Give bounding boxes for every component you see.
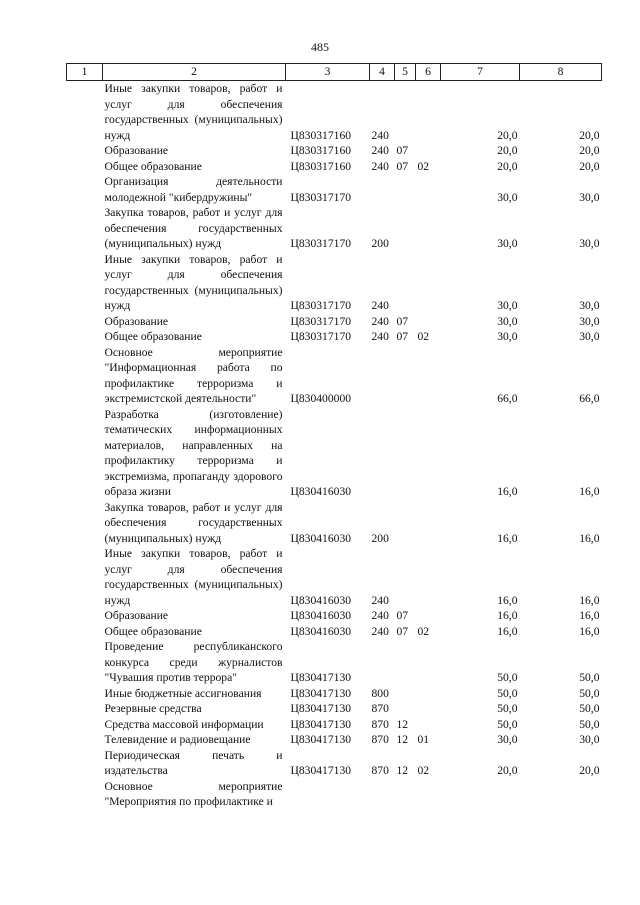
item-name-cell: Общее образование — [104, 330, 202, 343]
amount-col7-cell: 16,0 — [497, 609, 518, 622]
section-cell: 07 — [396, 624, 409, 638]
row-number-cell — [67, 407, 103, 500]
amount-col8-cell: 16,0 — [579, 624, 600, 638]
page-number: 485 — [311, 40, 329, 54]
target-code-cell: Ц830417130 — [290, 702, 352, 715]
column-header-2: 2 — [103, 64, 286, 81]
item-name-cell: Иные закупки товаров, работ и услуг для обеспечения государственных (муниципальных) нужд — [104, 547, 283, 607]
target-code-cell: Ц830417130 — [290, 733, 352, 746]
item-name-cell: Проведение республиканского конкурса среди журналистов "Чувашия против террора" — [104, 640, 283, 684]
target-code-cell: Ц830317170 — [290, 314, 352, 328]
subsection-cell — [416, 701, 441, 717]
target-code-cell: Ц830317170 — [290, 190, 352, 204]
expense-type-cell — [370, 345, 395, 407]
table-row — [67, 205, 602, 252]
section-cell — [395, 81, 416, 144]
item-name-cell: Средства массовой информации — [104, 717, 264, 731]
row-number-cell — [67, 81, 103, 144]
section-cell: 07 — [396, 144, 409, 157]
item-name-cell: Иные бюджетные ассигнования — [104, 686, 262, 700]
expense-type-cell — [370, 639, 395, 686]
expense-type-cell: 240 — [371, 593, 389, 607]
subsection-cell — [416, 407, 441, 500]
section-cell — [395, 500, 416, 547]
amount-col7-cell: 30,0 — [497, 314, 518, 328]
subsection-cell — [416, 205, 441, 252]
section-cell — [395, 252, 416, 314]
target-code-cell: Ц830317160 — [290, 128, 352, 142]
section-cell — [395, 701, 416, 717]
target-code-cell: Ц830417130 — [290, 764, 352, 777]
amount-col7-cell: 30,0 — [497, 733, 518, 746]
amount-col7-cell — [441, 779, 520, 810]
section-cell — [395, 639, 416, 686]
column-header-4: 4 — [370, 64, 395, 81]
item-name-cell: Организация деятельности молодежной "кибердружины" — [104, 175, 283, 204]
section-cell — [395, 345, 416, 407]
column-header-8: 8 — [520, 64, 602, 81]
amount-col7-cell: 50,0 — [497, 702, 518, 715]
table-row — [67, 81, 602, 144]
table-row — [67, 174, 602, 205]
amount-col7-cell: 50,0 — [497, 671, 518, 684]
row-number-cell — [67, 345, 103, 407]
subsection-cell: 01 — [417, 733, 430, 746]
table-row — [67, 546, 602, 608]
section-cell — [395, 546, 416, 608]
row-number-cell — [67, 686, 103, 702]
item-name-cell: Общее образование — [104, 624, 202, 638]
target-code-cell: Ц830317170 — [290, 237, 352, 250]
expense-type-cell: 200 — [371, 237, 389, 250]
subsection-cell — [416, 174, 441, 205]
section-cell: 12 — [396, 733, 409, 746]
row-number-cell — [67, 701, 103, 717]
target-code-cell: Ц830416030 — [290, 531, 352, 545]
section-cell — [395, 779, 416, 810]
expense-type-cell: 870 — [371, 702, 389, 715]
section-cell — [395, 174, 416, 205]
subsection-cell — [416, 252, 441, 314]
budget-table — [66, 63, 602, 810]
expense-type-cell: 240 — [371, 330, 389, 343]
target-code-cell: Ц830317170 — [290, 299, 352, 312]
item-name-cell: Образование — [104, 144, 169, 157]
column-header-3: 3 — [286, 64, 370, 81]
row-number-cell — [67, 639, 103, 686]
section-cell: 07 — [396, 609, 409, 622]
row-number-cell — [67, 500, 103, 547]
row-number-cell — [67, 546, 103, 608]
amount-col7-cell: 30,0 — [497, 299, 518, 312]
column-header-5: 5 — [395, 64, 416, 81]
amount-col8-cell: 50,0 — [579, 702, 600, 715]
expense-type-cell: 240 — [371, 314, 389, 328]
table-row — [67, 748, 602, 779]
subsection-cell — [416, 81, 441, 144]
table-row — [67, 717, 602, 733]
subsection-cell: 02 — [417, 624, 430, 638]
expense-type-cell: 240 — [371, 144, 389, 157]
expense-type-cell — [370, 779, 395, 810]
table-row — [67, 701, 602, 717]
item-name-cell: Образование — [104, 609, 169, 622]
amount-col8-cell: 20,0 — [579, 144, 600, 157]
target-code-cell: Ц830317170 — [290, 330, 352, 343]
amount-col8-cell: 30,0 — [579, 330, 600, 343]
amount-col8-cell: 50,0 — [579, 717, 600, 731]
table-body — [67, 81, 602, 810]
row-number-cell — [67, 732, 103, 748]
subsection-cell — [416, 639, 441, 686]
target-code-cell — [286, 779, 370, 810]
table-row — [67, 624, 602, 640]
target-code-cell: Ц830317160 — [290, 159, 352, 173]
amount-col8-cell: 50,0 — [579, 671, 600, 684]
amount-col8-cell: 30,0 — [579, 299, 600, 312]
item-name-cell: Общее образование — [104, 159, 202, 173]
amount-col8-cell: 30,0 — [579, 190, 600, 204]
expense-type-cell: 200 — [371, 531, 389, 545]
table-row — [67, 608, 602, 624]
amount-col8-cell: 30,0 — [579, 314, 600, 328]
amount-col7-cell: 66,0 — [497, 392, 518, 405]
amount-col8-cell: 50,0 — [579, 686, 600, 700]
table-row — [67, 345, 602, 407]
target-code-cell: Ц830416030 — [290, 624, 352, 638]
amount-col8-cell: 16,0 — [579, 609, 600, 622]
item-name-cell: Иные закупки товаров, работ и услуг для обеспечения государственных (муниципальных) нужд — [104, 252, 283, 312]
subsection-cell — [416, 143, 441, 159]
target-code-cell: Ц830417130 — [290, 686, 352, 700]
item-name-cell: Закупка товаров, работ и услуг для обеспечения государственных (муниципальных) нужд — [104, 500, 283, 545]
item-name-cell: Образование — [104, 314, 169, 328]
amount-col8-cell — [520, 779, 602, 810]
table-row — [67, 732, 602, 748]
amount-col8-cell: 66,0 — [579, 392, 600, 405]
table-row — [67, 779, 602, 810]
item-name-cell: Основное мероприятие "Информационная работа по профилактике терроризма и экстремистской деятельности" — [104, 345, 283, 405]
table-row — [67, 252, 602, 314]
item-name-cell: Резервные средства — [104, 702, 202, 715]
item-name-cell: Основное мероприятие "Мероприятия по профилактике и — [104, 779, 283, 808]
row-number-cell — [67, 143, 103, 159]
amount-col7-cell: 30,0 — [497, 330, 518, 343]
target-code-cell: Ц830400000 — [290, 392, 352, 405]
item-name-cell: Телевидение и радиовещание — [104, 733, 251, 746]
amount-col8-cell: 20,0 — [579, 764, 600, 777]
target-code-cell: Ц830416030 — [290, 593, 352, 607]
amount-col7-cell: 50,0 — [497, 717, 518, 731]
amount-col7-cell: 16,0 — [497, 593, 518, 607]
subsection-cell — [416, 345, 441, 407]
amount-col7-cell: 30,0 — [497, 237, 518, 250]
column-header-1: 1 — [67, 64, 103, 81]
expense-type-cell: 240 — [371, 299, 389, 312]
amount-col7-cell: 16,0 — [497, 485, 518, 498]
section-cell: 07 — [396, 314, 409, 328]
table-row — [67, 143, 602, 159]
amount-col7-cell: 20,0 — [497, 128, 518, 142]
expense-type-cell: 870 — [371, 717, 389, 731]
column-header-6: 6 — [416, 64, 441, 81]
row-number-cell — [67, 205, 103, 252]
amount-col7-cell: 16,0 — [497, 531, 518, 545]
subsection-cell: 02 — [417, 159, 430, 173]
amount-col8-cell: 30,0 — [579, 733, 600, 746]
table-row — [67, 500, 602, 547]
amount-col8-cell: 16,0 — [579, 593, 600, 607]
table-row — [67, 407, 602, 500]
expense-type-cell: 240 — [371, 159, 389, 173]
row-number-cell — [67, 174, 103, 205]
amount-col8-cell: 20,0 — [579, 128, 600, 142]
row-number-cell — [67, 608, 103, 624]
item-name-cell: Разработка (изготовление) тематических информационных материалов, направленных на профилактику терроризма и экстремизма, пропаганду здорового образа жизни — [104, 407, 283, 498]
section-cell: 12 — [396, 764, 409, 777]
expense-type-cell: 870 — [371, 764, 389, 777]
expense-type-cell: 240 — [371, 128, 389, 142]
amount-col7-cell: 16,0 — [497, 624, 518, 638]
target-code-cell: Ц830417130 — [290, 717, 352, 731]
subsection-cell — [416, 717, 441, 733]
row-number-cell — [67, 329, 103, 345]
subsection-cell — [416, 686, 441, 702]
row-number-cell — [67, 717, 103, 733]
row-number-cell — [67, 159, 103, 175]
section-cell — [395, 686, 416, 702]
row-number-cell — [67, 314, 103, 330]
row-number-cell — [67, 252, 103, 314]
subsection-cell — [416, 779, 441, 810]
item-name-cell: Периодическая печать и издательства — [104, 748, 283, 777]
amount-col7-cell: 20,0 — [497, 764, 518, 777]
table-row — [67, 314, 602, 330]
amount-col8-cell: 20,0 — [579, 159, 600, 173]
expense-type-cell: 870 — [371, 733, 389, 746]
section-cell: 12 — [396, 717, 409, 731]
header-row — [67, 64, 602, 81]
target-code-cell: Ц830417130 — [290, 671, 352, 684]
expense-type-cell: 240 — [371, 624, 389, 638]
subsection-cell — [416, 500, 441, 547]
section-cell — [395, 205, 416, 252]
subsection-cell — [416, 608, 441, 624]
table-row — [67, 159, 602, 175]
item-name-cell: Закупка товаров, работ и услуг для обеспечения государственных (муниципальных) нужд — [104, 206, 283, 250]
expense-type-cell: 240 — [371, 609, 389, 622]
subsection-cell — [416, 546, 441, 608]
expense-type-cell — [370, 174, 395, 205]
section-cell: 07 — [396, 159, 409, 173]
table-row — [67, 329, 602, 345]
row-number-cell — [67, 624, 103, 640]
amount-col7-cell: 50,0 — [497, 686, 518, 700]
section-cell: 07 — [396, 330, 409, 343]
expense-type-cell: 800 — [371, 686, 389, 700]
amount-col8-cell: 16,0 — [579, 485, 600, 498]
amount-col8-cell: 16,0 — [579, 531, 600, 545]
subsection-cell — [416, 314, 441, 330]
target-code-cell: Ц830317160 — [290, 144, 352, 157]
table-row — [67, 639, 602, 686]
target-code-cell: Ц830416030 — [290, 485, 352, 498]
expense-type-cell — [370, 407, 395, 500]
amount-col7-cell: 20,0 — [497, 159, 518, 173]
column-header-7: 7 — [441, 64, 520, 81]
table-row — [67, 686, 602, 702]
amount-col7-cell: 30,0 — [497, 190, 518, 204]
amount-col7-cell: 20,0 — [497, 144, 518, 157]
amount-col8-cell: 30,0 — [579, 237, 600, 250]
subsection-cell: 02 — [417, 330, 430, 343]
row-number-cell — [67, 748, 103, 779]
section-cell — [395, 407, 416, 500]
item-name-cell: Иные закупки товаров, работ и услуг для обеспечения государственных (муниципальных) нужд — [104, 82, 283, 142]
row-number-cell — [67, 779, 103, 810]
table-header — [67, 64, 602, 81]
subsection-cell: 02 — [417, 764, 430, 777]
target-code-cell: Ц830416030 — [290, 609, 352, 622]
